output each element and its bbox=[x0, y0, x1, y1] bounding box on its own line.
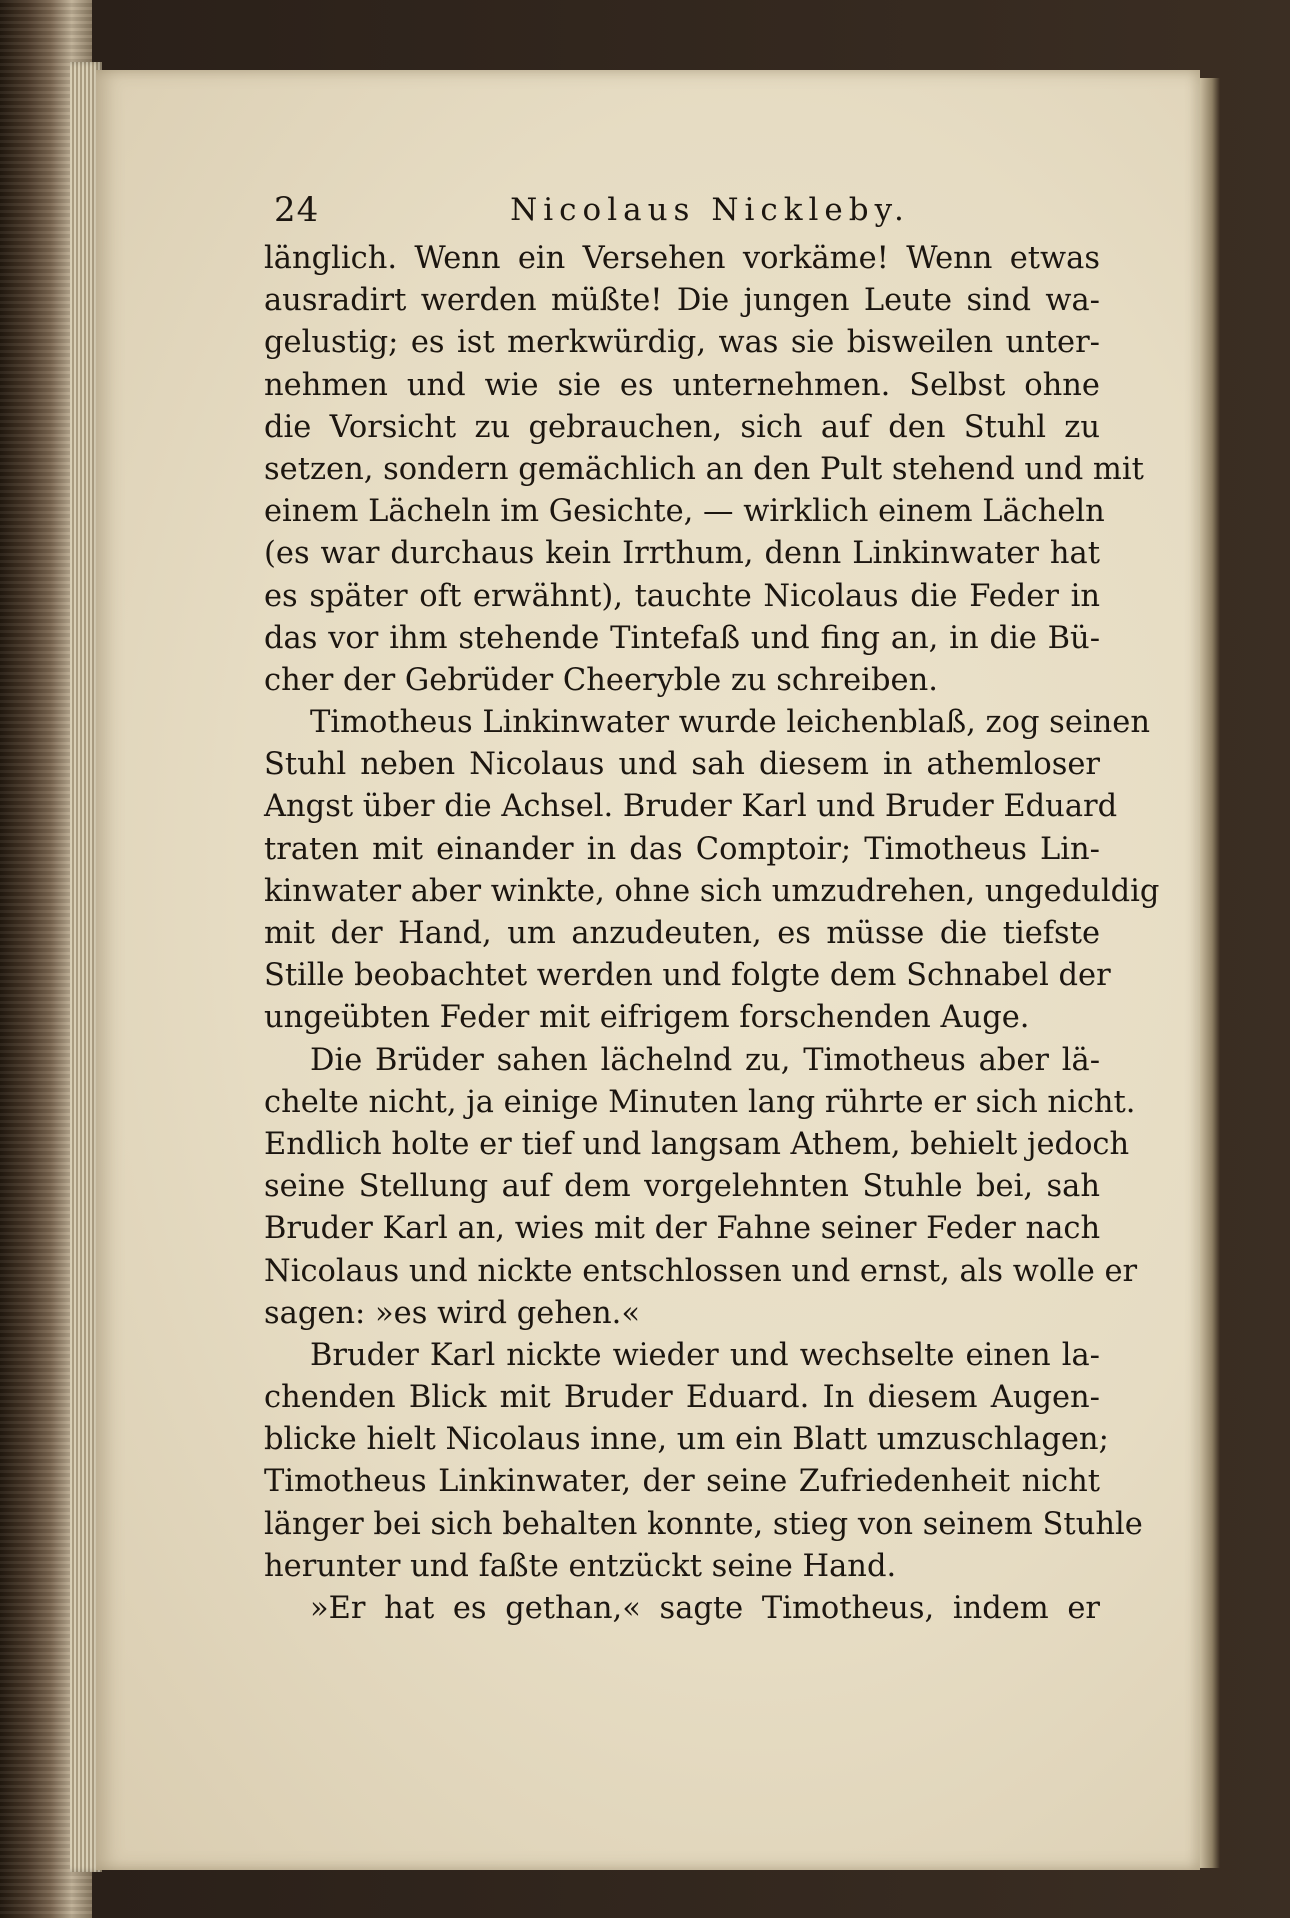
text-line: länger bei sich behalten konnte, stieg von seinem Stuhle bbox=[264, 1506, 1143, 1542]
text-line: ungeübten Feder mit eifrigem forschenden Auge. bbox=[264, 1000, 1030, 1036]
text-line: (es war durchaus kein Irrthum, denn Linkinwater hat bbox=[264, 536, 1100, 572]
text-line: Timotheus Linkinwater, der seine Zufriedenheit nicht bbox=[264, 1464, 1100, 1500]
text-line: chenden Blick mit Bruder Eduard. In diesem Augen- bbox=[264, 1380, 1100, 1416]
page-header bbox=[180, 120, 1120, 230]
page-right-edge bbox=[1200, 78, 1220, 1868]
text-line: das vor ihm stehende Tintefaß und fing an, in die Bü- bbox=[264, 620, 1100, 656]
text-line: setzen, sondern gemächlich an den Pult stehend und mit bbox=[264, 451, 1144, 487]
text-line: einem Lächeln im Gesichte, — wirklich einem Lächeln bbox=[264, 494, 1105, 530]
text-line: länglich. Wenn ein Versehen vorkäme! Wenn etwas bbox=[264, 241, 1100, 276]
text-line: Stille beobachtet werden und folgte dem Schnabel der bbox=[264, 958, 1111, 994]
text-line: Bruder Karl an, wies mit der Fahne seiner Feder nach bbox=[264, 1211, 1101, 1247]
text-line: Stuhl neben Nicolaus und sah diesem in athemloser bbox=[264, 747, 1100, 783]
text-line: die Vorsicht zu gebrauchen, sich auf den Stuhl zu bbox=[264, 409, 1100, 445]
page-number: 24 bbox=[274, 190, 320, 230]
text-line: Endlich holte er tief und langsam Athem, behielt jedoch bbox=[264, 1126, 1130, 1162]
body-text bbox=[264, 238, 1160, 1630]
text-line: seine Stellung auf dem vorgelehnten Stuhle bei, sah bbox=[264, 1169, 1100, 1205]
text-line: Angst über die Achsel. Bruder Karl und Bruder Eduard bbox=[264, 789, 1118, 825]
text-line: mit der Hand, um anzudeuten, es müsse die tiefste bbox=[264, 916, 1100, 951]
text-line: sagen: »es wird gehen.« bbox=[264, 1295, 641, 1331]
text-line: nehmen und wie sie es unternehmen. Selbst ohne bbox=[264, 367, 1100, 403]
running-title: Nicolaus Nickleby. bbox=[510, 192, 910, 228]
text-line: chelte nicht, ja einige Minuten lang rührte er sich nicht. bbox=[264, 1084, 1136, 1120]
text-line: Nicolaus und nickte entschlossen und ernst, als wolle er bbox=[264, 1253, 1138, 1289]
text-line: »Er hat es gethan,« sagte Timotheus, indem er bbox=[310, 1591, 1100, 1626]
text-line: es später oft erwähnt), tauchte Nicolaus die Feder in bbox=[264, 578, 1100, 614]
text-line: Bruder Karl nickte wieder und wechselte einen la- bbox=[310, 1337, 1100, 1373]
text-line: traten mit einander in das Comptoir; Timotheus Lin- bbox=[264, 831, 1100, 867]
text-line: blicke hielt Nicolaus inne, um ein Blatt umzuschlagen; bbox=[264, 1422, 1109, 1458]
text-line: gelustig; es ist merkwürdig, was sie bisweilen unter- bbox=[264, 325, 1100, 361]
text-line: Die Brüder sahen lächelnd zu, Timotheus aber lä- bbox=[310, 1042, 1100, 1078]
text-line: Timotheus Linkinwater wurde leichenblaß, zog seinen bbox=[310, 705, 1150, 741]
text-line: kinwater aber winkte, ohne sich umzudrehen, ungeduldig bbox=[264, 873, 1160, 909]
text-line: herunter und faßte entzückt seine Hand. bbox=[264, 1548, 897, 1584]
text-line: ausradirt werden müßte! Die jungen Leute sind wa- bbox=[264, 283, 1100, 319]
text-line: cher der Gebrüder Cheeryble zu schreiben. bbox=[264, 662, 938, 698]
